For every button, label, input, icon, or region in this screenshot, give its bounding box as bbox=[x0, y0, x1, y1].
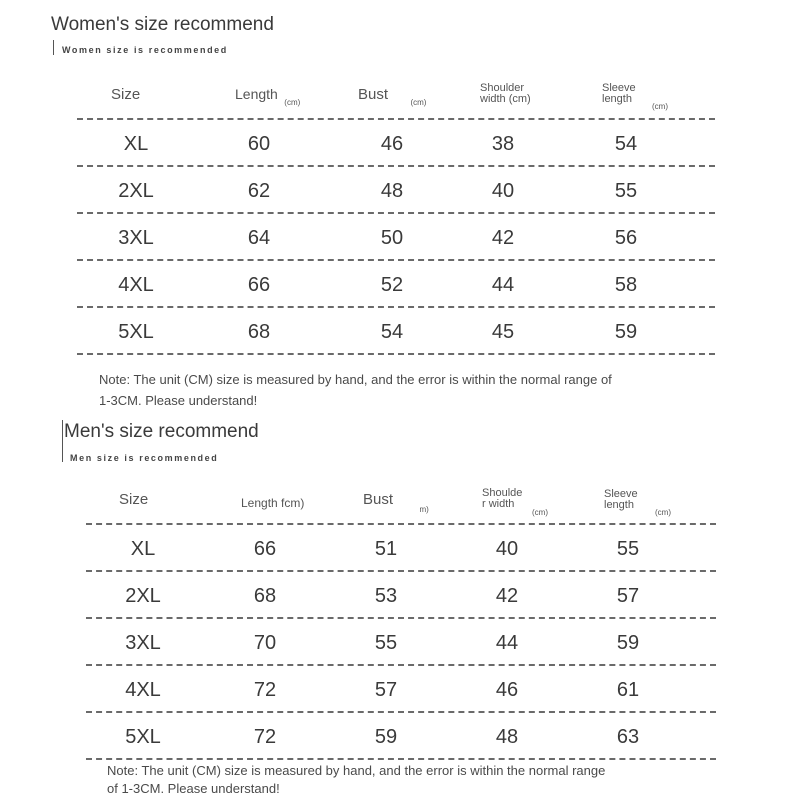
men-header-bust bbox=[363, 491, 429, 514]
men-header-size-label: Size bbox=[119, 491, 149, 508]
women-header-sleeve-unit-label: (cm) bbox=[652, 102, 668, 111]
women-subtitle-bar bbox=[53, 40, 54, 55]
men-cell-size: 3XL bbox=[125, 632, 161, 654]
women-cell-size: 4XL bbox=[118, 274, 154, 296]
women-cell-length: 68 bbox=[247, 321, 271, 343]
men-header-length bbox=[241, 495, 304, 511]
women-header-sleeve-unit bbox=[652, 97, 668, 113]
women-cell-sleeve: 55 bbox=[614, 180, 638, 202]
women-header-sleeve-line1: Sleeve bbox=[602, 82, 636, 94]
men-header-bust-label: Bust bbox=[363, 491, 394, 508]
women-section-subtitle: Women size is recommended bbox=[62, 45, 228, 55]
men-cell-sleeve: 59 bbox=[616, 632, 640, 654]
men-header-shoulder-line1: Shoulde bbox=[482, 487, 523, 499]
women-cell-shoulder: 42 bbox=[491, 227, 515, 249]
women-cell-length: 60 bbox=[247, 133, 271, 155]
men-section-title: Men's size recommend bbox=[64, 421, 259, 442]
men-header-bust-unit: m) bbox=[419, 505, 429, 514]
men-header-sleeve-unit-label: (cm) bbox=[655, 508, 671, 517]
women-cell-sleeve: 59 bbox=[614, 321, 638, 343]
women-cell-size: 5XL bbox=[118, 321, 154, 343]
men-cell-shoulder: 44 bbox=[495, 632, 519, 654]
women-cell-bust: 52 bbox=[380, 274, 404, 296]
women-header-length bbox=[235, 86, 301, 107]
women-divider bbox=[77, 259, 715, 261]
women-cell-shoulder: 38 bbox=[491, 133, 515, 155]
men-cell-size: 4XL bbox=[125, 679, 161, 701]
women-cell-size: 2XL bbox=[118, 180, 154, 202]
women-section-title: Women's size recommend bbox=[51, 14, 274, 35]
women-divider bbox=[77, 353, 715, 355]
women-header-shoulder-line1: Shoulder bbox=[480, 82, 525, 94]
women-cell-shoulder: 45 bbox=[491, 321, 515, 343]
men-cell-size: 2XL bbox=[125, 585, 161, 607]
women-cell-sleeve: 58 bbox=[614, 274, 638, 296]
men-cell-size: 5XL bbox=[125, 726, 161, 748]
women-note-line1: Note: The unit (CM) size is measured by hand, and the error is within the normal range of bbox=[99, 372, 612, 387]
men-cell-sleeve: 61 bbox=[616, 679, 640, 701]
men-note bbox=[107, 762, 605, 798]
men-divider bbox=[86, 758, 716, 760]
men-cell-length: 70 bbox=[253, 632, 277, 654]
men-cell-bust: 55 bbox=[374, 632, 398, 654]
women-header-sleeve-line2: length bbox=[602, 93, 632, 105]
women-cell-size: XL bbox=[123, 133, 149, 155]
men-divider bbox=[86, 570, 716, 572]
women-cell-length: 64 bbox=[247, 227, 271, 249]
women-cell-bust: 54 bbox=[380, 321, 404, 343]
women-note bbox=[99, 369, 612, 411]
women-note-line2: 1-3CM. Please understand! bbox=[99, 393, 258, 408]
men-cell-bust: 57 bbox=[374, 679, 398, 701]
men-header-shoulder-line2: r width bbox=[482, 498, 515, 510]
women-cell-shoulder: 44 bbox=[491, 274, 515, 296]
men-cell-bust: 51 bbox=[374, 538, 398, 560]
men-note-line2: of 1-3CM. Please understand! bbox=[107, 781, 280, 796]
men-cell-bust: 59 bbox=[374, 726, 398, 748]
men-section-subtitle: Men size is recommended bbox=[70, 453, 219, 463]
men-header-sleeve-unit bbox=[655, 503, 671, 519]
men-header-shoulder-unit bbox=[532, 503, 548, 519]
women-header-length-unit: (cm) bbox=[284, 98, 301, 107]
men-divider bbox=[86, 617, 716, 619]
women-divider bbox=[77, 165, 715, 167]
women-cell-bust: 46 bbox=[380, 133, 404, 155]
men-cell-shoulder: 42 bbox=[495, 585, 519, 607]
women-header-bust bbox=[358, 86, 427, 107]
women-divider bbox=[77, 306, 715, 308]
men-cell-sleeve: 55 bbox=[616, 538, 640, 560]
men-cell-shoulder: 48 bbox=[495, 726, 519, 748]
men-cell-bust: 53 bbox=[374, 585, 398, 607]
women-cell-bust: 48 bbox=[380, 180, 404, 202]
women-header-length-label: Length bbox=[235, 86, 278, 102]
men-header-sleeve-line2: length bbox=[604, 499, 634, 511]
men-header-length-label: Length fcm) bbox=[241, 496, 305, 510]
women-divider bbox=[77, 118, 715, 120]
men-cell-sleeve: 57 bbox=[616, 585, 640, 607]
men-divider bbox=[86, 523, 716, 525]
men-cell-sleeve: 63 bbox=[616, 726, 640, 748]
men-cell-length: 68 bbox=[253, 585, 277, 607]
men-header-sleeve bbox=[604, 489, 638, 511]
women-cell-length: 66 bbox=[247, 274, 271, 296]
women-cell-sleeve: 56 bbox=[614, 227, 638, 249]
men-header-sleeve-line1: Sleeve bbox=[604, 488, 638, 500]
men-title-bar bbox=[62, 420, 63, 462]
women-divider bbox=[77, 212, 715, 214]
men-cell-shoulder: 40 bbox=[495, 538, 519, 560]
men-divider bbox=[86, 664, 716, 666]
women-cell-size: 3XL bbox=[118, 227, 154, 249]
men-divider bbox=[86, 711, 716, 713]
women-header-shoulder-line2: width (cm) bbox=[480, 93, 531, 105]
men-cell-length: 72 bbox=[253, 726, 277, 748]
women-cell-bust: 50 bbox=[380, 227, 404, 249]
women-cell-length: 62 bbox=[247, 180, 271, 202]
women-header-sleeve bbox=[602, 83, 636, 105]
men-cell-length: 66 bbox=[253, 538, 277, 560]
men-header-size bbox=[119, 492, 148, 508]
women-cell-sleeve: 54 bbox=[614, 133, 638, 155]
men-header-shoulder-unit-label: (cm) bbox=[532, 508, 548, 517]
men-header-shoulder bbox=[482, 488, 522, 510]
women-header-bust-label: Bust bbox=[358, 86, 389, 103]
men-note-line1: Note: The unit (CM) size is measured by hand, and the error is within the normal range bbox=[107, 763, 606, 778]
women-header-shoulder bbox=[480, 83, 531, 105]
men-cell-length: 72 bbox=[253, 679, 277, 701]
women-header-size-label: Size bbox=[111, 86, 141, 103]
women-header-bust-unit: (cm) bbox=[410, 98, 427, 107]
women-cell-shoulder: 40 bbox=[491, 180, 515, 202]
men-cell-shoulder: 46 bbox=[495, 679, 519, 701]
men-cell-size: XL bbox=[130, 538, 156, 560]
women-header-size bbox=[111, 87, 140, 103]
